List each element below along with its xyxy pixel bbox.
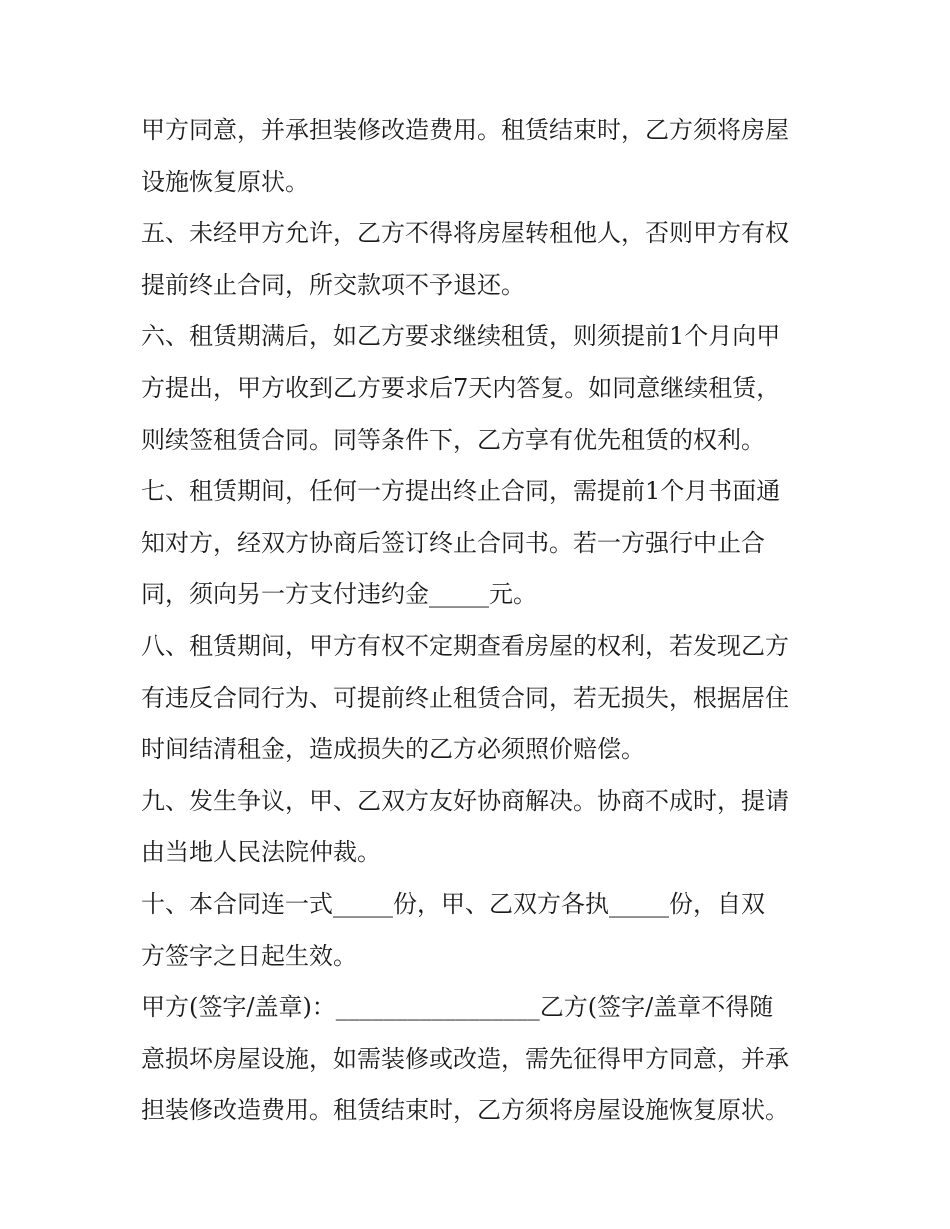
text-line: 则续签租赁合同。同等条件下，乙方享有优先租赁的权利。	[141, 425, 765, 454]
text-line: 同，须向另一方支付违约金_____元。	[141, 580, 537, 609]
clause-7-line: 七、租赁期间，任何一方提出终止合同，需提前1个月书面通	[141, 477, 781, 506]
clause-6-line: 六、租赁期满后，如乙方要求继续租赁，则须提前1个月向甲	[141, 322, 781, 351]
text-line: 提前终止合同，所交款项不予退还。	[141, 270, 525, 299]
text-line: 有违反合同行为、可提前终止租赁合同，若无损失，根据居住	[141, 683, 789, 712]
text-line: 担装修改造费用。租赁结束时，乙方须将房屋设施恢复原状。	[141, 1096, 789, 1125]
text-line: 知对方，经双方协商后签订终止合同书。若一方强行中止合	[141, 528, 765, 557]
text-line: 设施恢复原状。	[141, 167, 309, 196]
clause-5-line: 五、未经甲方允许，乙方不得将房屋转租他人，否则甲方有权	[141, 219, 789, 248]
clause-10-line: 十、本合同连一式_____份，甲、乙双方各执_____份，自双	[141, 889, 765, 918]
text-line: 方提出，甲方收到乙方要求后7天内答复。如同意继续租赁，	[141, 373, 781, 402]
contract-body	[141, 105, 821, 1137]
signature-line: 甲方(签字/盖章)：_________________乙方(签字/盖章不得随	[141, 993, 774, 1022]
text-line: 甲方同意，并承担装修改造费用。租赁结束时，乙方须将房屋	[141, 116, 789, 144]
text-line: 时间结清租金，造成损失的乙方必须照价赔偿。	[141, 735, 645, 764]
clause-8-line: 八、租赁期间，甲方有权不定期查看房屋的权利，若发现乙方	[141, 631, 789, 660]
text-line: 方签字之日起生效。	[141, 941, 357, 970]
text-line: 由当地人民法院仲裁。	[141, 838, 381, 867]
text-line: 意损坏房屋设施，如需装修或改造，需先征得甲方同意，并承	[141, 1044, 789, 1073]
clause-9-line: 九、发生争议，甲、乙双方友好协商解决。协商不成时，提请	[141, 786, 789, 815]
